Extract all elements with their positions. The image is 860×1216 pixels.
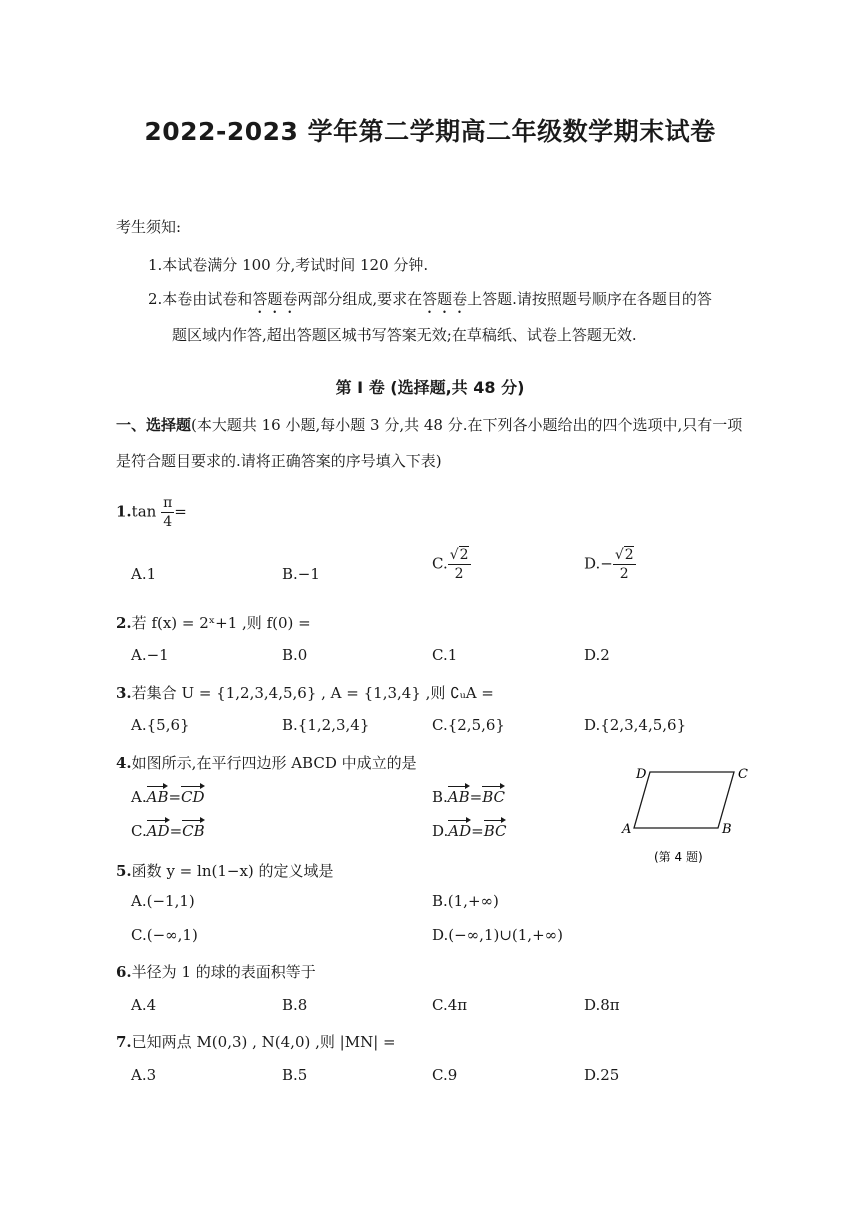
emphasis-answer-sheet: 答题卷 [252, 290, 298, 308]
parallelogram-shape [634, 772, 734, 828]
question-7: 7.已知两点 M(0,3) , N(4,0) ,则 |MN| = [116, 1033, 396, 1051]
part-heading: 第 I 卷 (选择题,共 48 分) [335, 378, 525, 397]
q6-option-d: D.8π [584, 996, 620, 1014]
q2-option-c: C.1 [432, 646, 458, 664]
question-4: 4.如图所示,在平行四边形 ABCD 中成立的是 [116, 754, 417, 772]
q3-option-d: D.{2,3,4,5,6} [584, 716, 687, 734]
parallelogram-figure [618, 760, 758, 870]
q4-option-b: B.AB=BC [432, 788, 506, 806]
question-5: 5.函数 y = ln(1−x) 的定义域是 [116, 862, 334, 880]
figure-caption: (第 4 题) [654, 850, 703, 864]
q4-option-d: D.AD=BC [432, 822, 507, 840]
q2-option-b: B.0 [282, 646, 308, 664]
q5-option-b: B.(1,+∞) [432, 892, 499, 910]
sqrt-2: √2 [449, 547, 469, 563]
question-2: 2.若 f(x) = 2ˣ+1 ,则 f(0) = [116, 614, 311, 632]
vertex-label-a: A [622, 822, 632, 837]
q7-option-b: B.5 [282, 1066, 308, 1084]
q1-option-b: B.−1 [282, 565, 320, 583]
q5-option-a: A.(−1,1) [131, 892, 195, 910]
q6-option-c: C.4π [432, 996, 468, 1014]
q7-option-c: C.9 [432, 1066, 458, 1084]
notice-item-2-line-2: 题区域内作答,超出答题区城书写答案无效;在草稿纸、试卷上答题无效. [172, 326, 637, 344]
q4-option-c: C.AD=CB [131, 822, 205, 840]
q6-option-a: A.4 [131, 996, 157, 1014]
q4-option-a: A.AB=CD [131, 788, 205, 806]
q1-option-a: A.1 [131, 565, 157, 583]
question-6: 6.半径为 1 的球的表面积等于 [116, 963, 316, 981]
q3-option-b: B.{1,2,3,4} [282, 716, 370, 734]
notice-item-1: 1.本试卷满分 100 分,考试时间 120 分钟. [148, 256, 429, 274]
fraction-pi-over-4: $\frac{\pi}{4}$ [163, 495, 173, 530]
sqrt-2: √2 [614, 547, 634, 563]
q5-option-d: D.(−∞,1)∪(1,+∞) [432, 926, 563, 944]
question-3: 3.若集合 U = {1,2,3,4,5,6} , A = {1,3,4} ,则 ∁ᵤA = [116, 684, 494, 702]
emphasis-answer-sheet: 答题卷 [422, 290, 468, 308]
q1-option-c: C. $\frac{√2}{2}$ [432, 547, 469, 582]
page-title: 2022-2023 学年第二学期高二年级数学期末试卷 [144, 117, 716, 146]
section-label: 一、选择题 [116, 416, 192, 434]
q3-option-a: A.{5,6} [131, 716, 190, 734]
q7-option-d: D.25 [584, 1066, 620, 1084]
section-intro: 一、选择题(本大题共 16 小题,每小题 3 分,共 48 分.在下列各小题给出的四个选项中,只有一项 [116, 416, 743, 434]
q7-option-a: A.3 [131, 1066, 157, 1084]
q6-option-b: B.8 [282, 996, 308, 1014]
q5-option-c: C.(−∞,1) [131, 926, 198, 944]
vertex-label-d: D [636, 767, 647, 782]
q3-option-c: C.{2,5,6} [432, 716, 505, 734]
notice-item-2: 2.本卷由试卷和答题卷两部分组成,要求在答题卷上答题.请按照题号顺序在各题目的答 [148, 290, 712, 308]
q1-option-d: D.− $\frac{√2}{2}$ [584, 547, 634, 582]
notice-heading: 考生须知: [116, 218, 182, 236]
vertex-label-c: C [738, 767, 748, 782]
question-1: 1.tan $\frac{\pi}{4}$ = [116, 495, 187, 530]
vertex-label-b: B [722, 822, 732, 837]
q2-option-a: A.−1 [131, 646, 169, 664]
q2-option-d: D.2 [584, 646, 610, 664]
section-intro-line-2: 是符合题目要求的.请将正确答案的序号填入下表) [116, 452, 442, 470]
